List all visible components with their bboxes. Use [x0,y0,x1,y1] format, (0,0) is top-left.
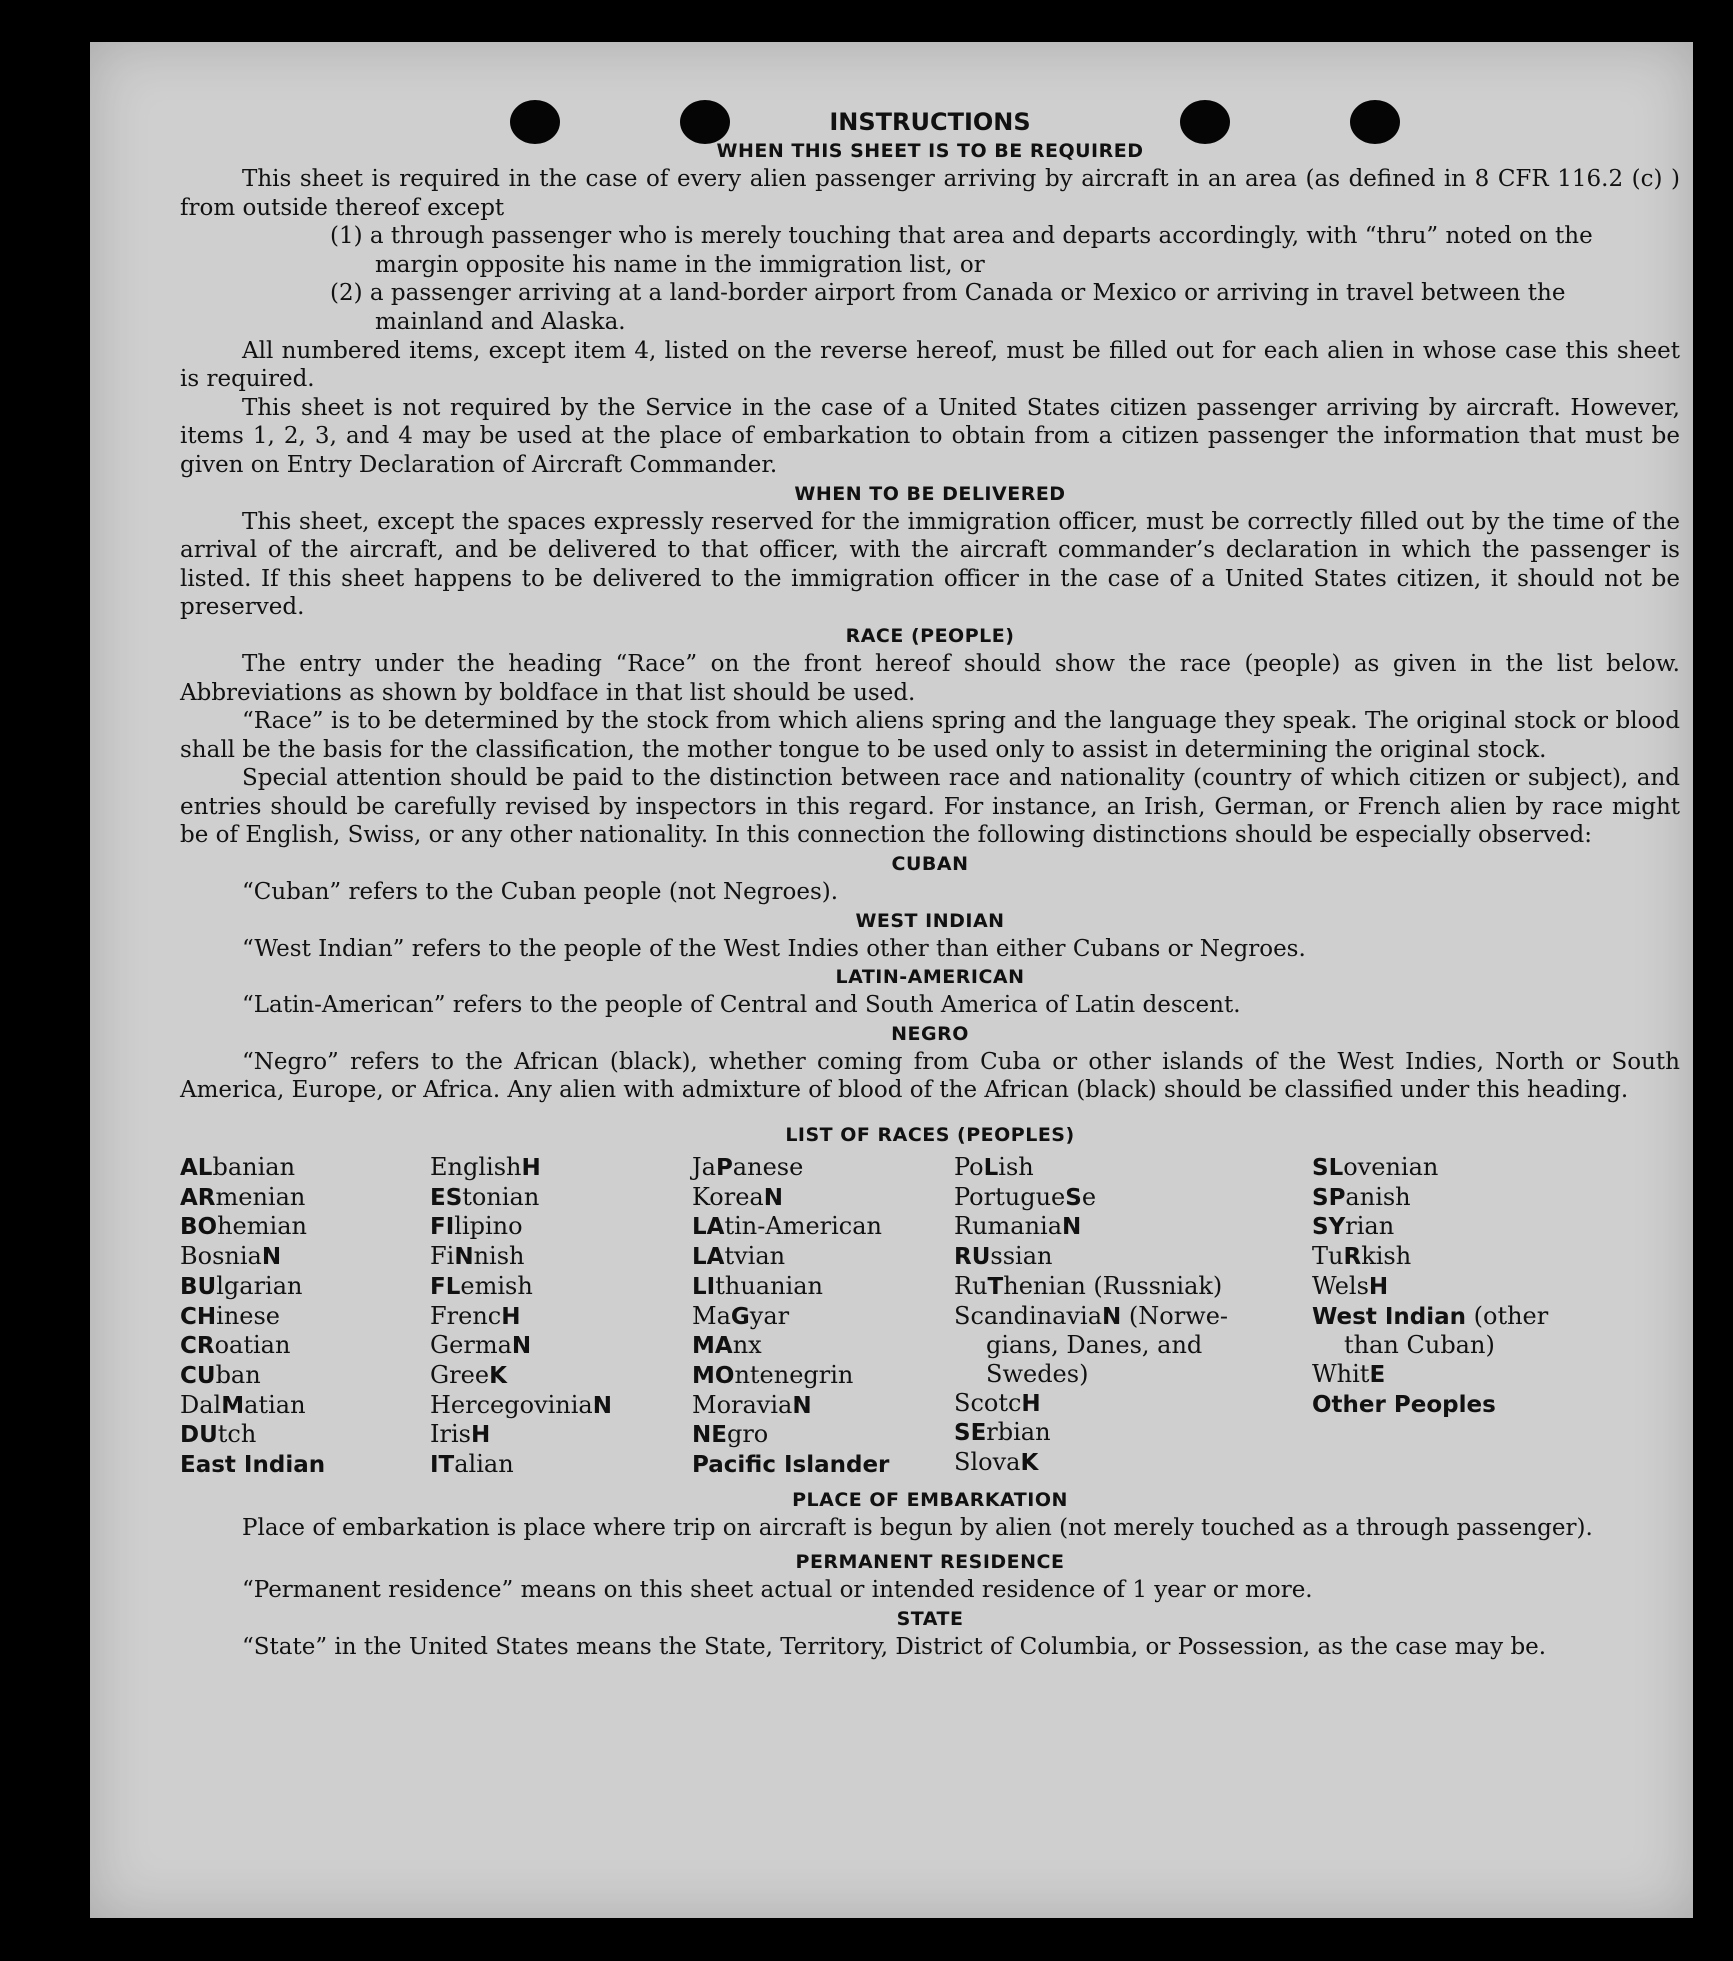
race-abbreviation: S [1065,1184,1082,1211]
race-abbreviation: H [470,1422,491,1449]
paragraph-west-indian: “West Indian” refers to the people of the West Indies other than either Cubans or Negroes. [242,935,1306,962]
race-text: ban [215,1360,261,1389]
race-text: lgarian [216,1271,303,1300]
race-text: Po [954,1153,984,1182]
paragraph-numbered-items: All numbered items, except item 4, listed on the reverse hereof, must be filled out for each alien in whose case this sheet is required. [180,337,1680,393]
race-entry [430,1212,692,1242]
paragraph-negro: “Negro” refers to the African (black), whether coming from Cuba or other islands of the West Indies, North or South America, Europe, or Africa. Any alien with admixture of blood of the African (black) should be classified under this heading. [180,1048,1680,1104]
race-entry [954,1242,1312,1272]
section-heading-embarkation: PLACE OF EMBARKATION [792,1488,1068,1511]
race-entry [180,1272,430,1302]
race-text: inese [216,1301,280,1330]
page-title: INSTRUCTIONS [829,108,1031,136]
race-abbreviation: NE [692,1422,727,1449]
race-text: emish [460,1271,533,1300]
race-entry [180,1361,430,1391]
race-entry [692,1331,954,1361]
race-entry [692,1391,954,1421]
race-entry [954,1272,1312,1302]
race-entry [954,1448,1312,1478]
race-text: Whit [1312,1359,1370,1388]
race-text: oatian [214,1331,291,1360]
race-abbreviation: N [454,1244,474,1271]
race-text: Germa [430,1331,512,1360]
paragraph-state: “State” in the United States means the State, Territory, District of Columbia, or Possession, as the case may be. [242,1633,1547,1660]
race-text: Rumania [954,1212,1063,1241]
race-entry [180,1212,430,1242]
instructions-content [180,107,1680,1662]
race-text: ntenegrin [734,1360,854,1389]
exception-item-2: (2) a passenger arriving at a land-border airport from Canada or Mexico or arriving in travel between the mainland and Alaska. [330,280,1566,335]
races-column [180,1153,430,1480]
race-text: rbian [986,1418,1051,1447]
race-entry [692,1242,954,1272]
race-text: alian [454,1450,514,1479]
race-entry [430,1361,692,1391]
race-text: nish [473,1242,525,1271]
race-entry [180,1331,430,1361]
race-entry [180,1391,430,1421]
race-text: Korea [692,1182,764,1211]
race-abbreviation: SY [1312,1214,1346,1241]
race-abbreviation: DU [180,1422,218,1449]
race-abbreviation: LA [692,1244,725,1271]
section-heading-latin-american: LATIN-AMERICAN [835,966,1025,989]
race-text: Ru [954,1271,988,1300]
race-abbreviation: L [983,1155,999,1182]
race-text: Tu [1312,1242,1344,1271]
race-abbreviation: FL [430,1273,461,1300]
exception-item-1: (1) a through passenger who is merely touching that area and departs accordingly, with “thru” noted on the margin opposite his name in the immigration list, or [330,223,1593,278]
race-entry [954,1418,1312,1448]
race-text: yar [749,1301,790,1330]
race-abbreviation: M [221,1392,245,1419]
race-abbreviation: N [1102,1303,1122,1330]
section-heading-race: RACE (PEOPLE) [845,624,1015,647]
race-text: thuanian [715,1271,823,1300]
race-entry [430,1302,692,1332]
race-text: Bosnia [180,1242,262,1271]
race-abbreviation: T [987,1273,1004,1300]
section-heading-list-of-races: LIST OF RACES (PEOPLES) [785,1124,1075,1147]
race-abbreviation: N [1062,1214,1082,1241]
race-abbreviation: SP [1312,1184,1346,1211]
race-abbreviation: N [763,1184,783,1211]
race-abbreviation: N [792,1392,812,1419]
section-heading-state: STATE [896,1607,964,1630]
race-text: Scandinavia [954,1301,1102,1330]
races-column [1312,1153,1577,1480]
races-column [430,1153,692,1480]
race-abbreviation: G [730,1303,750,1330]
race-entry [430,1272,692,1302]
race-text: ssian [990,1242,1053,1271]
race-abbreviation: West Indian [1312,1303,1467,1330]
race-entry [1312,1302,1577,1332]
race-abbreviation: P [715,1155,733,1182]
race-text: rian [1345,1212,1395,1241]
race-abbreviation: RU [954,1244,991,1271]
race-entry [430,1183,692,1213]
race-abbreviation: K [489,1362,507,1389]
race-abbreviation: LI [692,1273,716,1300]
race-entry [180,1242,430,1272]
section-heading-cuban: CUBAN [891,853,969,876]
race-abbreviation: N [261,1244,282,1271]
race-entry [692,1153,954,1183]
race-entry [180,1183,430,1213]
paragraph-latin-american: “Latin-American” refers to the people of Central and South America of Latin descent. [242,992,1241,1019]
race-text: Gree [430,1360,490,1389]
race-abbreviation: H [501,1303,521,1330]
race-text: tvian [724,1242,786,1271]
race-entry [1312,1242,1577,1272]
race-entry [954,1360,1312,1389]
race-abbreviation: CR [180,1333,215,1360]
race-entry [692,1272,954,1302]
race-text: Frenc [430,1301,502,1330]
race-entry [1312,1360,1577,1390]
race-text: menian [215,1182,306,1211]
race-abbreviation: H [1021,1390,1041,1417]
race-abbreviation: LA [692,1214,725,1241]
race-text: English [430,1153,522,1182]
race-entry [430,1450,692,1480]
race-abbreviation: BO [180,1214,218,1241]
race-text: henian (Russniak) [1003,1271,1223,1300]
race-abbreviation: Pacific Islander [692,1452,890,1479]
race-text: kish [1361,1242,1412,1271]
section-heading-negro: NEGRO [891,1022,969,1045]
paragraph-delivery: This sheet, except the spaces expressly reserved for the immigration officer, must be correctly filled out by the time of the arrival of the aircraft, and be delivered to that officer, with the aircraft commander’s declaration in which the passenger is listed. If this sheet happens to be delivered to the immigration officer in the case of a United States citizen, it should not be preserved. [180,508,1680,621]
paragraph-race-distinction: Special attention should be paid to the distinction between race and nationality (country of which citizen or subject), and entries should be carefully revised by inspectors in this regard. For instance, an Irish, German, or French alien by race might be of English, Swiss, or any other nationality. In this connection the following distinctions should be especially observed: [180,765,1680,849]
race-abbreviation: FI [430,1214,455,1241]
race-entry [1312,1153,1577,1183]
race-text: ovenian [1343,1153,1439,1182]
document-page [90,42,1693,1918]
race-entry [692,1450,954,1480]
paragraph-required: This sheet is required in the case of every alien passenger arriving by aircraft in an area (as defined in 8 CFR 116.2 (c) ) from outside thereof except [180,166,1680,221]
race-text: gro [726,1420,769,1449]
race-text: gians, Danes, and [986,1331,1203,1360]
race-abbreviation: Other Peoples [1312,1391,1496,1418]
race-abbreviation: SE [954,1420,987,1447]
race-abbreviation: H [1368,1273,1389,1300]
race-abbreviation: MA [692,1333,733,1360]
race-text: atian [244,1390,306,1419]
race-text: tonian [462,1182,540,1211]
race-entry [430,1391,692,1421]
race-entry [692,1302,954,1332]
race-abbreviation: IT [430,1452,455,1479]
race-abbreviation: AR [180,1184,216,1211]
race-entry [692,1420,954,1450]
race-abbreviation: CH [180,1303,217,1330]
race-text: banian [212,1153,296,1182]
race-entry [954,1183,1312,1213]
race-entry [180,1420,430,1450]
race-entry [1312,1183,1577,1213]
race-text: Iris [430,1420,471,1449]
race-abbreviation: N [511,1333,532,1360]
section-heading-when-required: WHEN THIS SHEET IS TO BE REQUIRED [716,140,1144,162]
race-entry [430,1331,692,1361]
races-column [954,1153,1312,1480]
race-text: Scotc [954,1388,1022,1417]
race-abbreviation: SL [1312,1155,1344,1182]
race-text: than Cuban) [1344,1331,1495,1360]
race-abbreviation: CU [180,1362,216,1389]
race-text: tch [217,1420,257,1449]
section-heading-permanent-residence: PERMANENT RESIDENCE [795,1551,1065,1574]
race-text: ish [998,1153,1034,1182]
race-abbreviation: East Indian [180,1452,326,1479]
race-entry [180,1450,430,1480]
race-entry [430,1420,692,1450]
race-text: Hercegovinia [430,1390,593,1419]
race-entry [1312,1212,1577,1242]
race-text: Moravia [692,1390,793,1419]
race-abbreviation: AL [180,1155,213,1182]
paragraph-embarkation: Place of embarkation is place where trip on aircraft is begun by alien (not merely touched as a through passenger). [242,1514,1593,1541]
race-entry [1312,1331,1577,1360]
races-column [692,1153,954,1480]
race-text: (Norwe- [1121,1301,1229,1330]
race-entry [180,1302,430,1332]
paragraph-permanent-residence: “Permanent residence” means on this sheet actual or intended residence of 1 year or more. [242,1577,1313,1604]
race-abbreviation: ES [430,1184,463,1211]
races-list [180,1153,1680,1480]
race-text: Swedes) [986,1359,1089,1388]
race-text: (other [1466,1301,1549,1330]
race-text: hemian [217,1212,307,1241]
section-heading-when-delivered: WHEN TO BE DELIVERED [794,482,1066,505]
race-entry [954,1212,1312,1242]
race-text: Dal [180,1390,222,1419]
race-entry [180,1153,430,1183]
race-abbreviation: K [1020,1450,1039,1477]
paragraph-citizen: This sheet is not required by the Service in the case of a United States citizen passenger arriving by aircraft. However, items 1, 2, 3, and 4 may be used at the place of embarkation to obtain from a citizen passenger the information that must be given on Entry Declaration of Aircraft Commander. [180,394,1680,478]
race-abbreviation: E [1369,1361,1386,1388]
race-entry [430,1242,692,1272]
paragraph-race-entry: The entry under the heading “Race” on the front hereof should show the race (people) as given in the list below. Abbreviations as shown by boldface in that list should be used. [180,650,1680,706]
race-entry [1312,1390,1577,1420]
race-text: anish [1345,1182,1411,1211]
race-text: Fi [430,1242,455,1271]
race-text: anese [732,1153,804,1182]
race-entry [954,1302,1312,1332]
race-text: Ma [692,1301,731,1330]
race-entry [692,1212,954,1242]
race-abbreviation: N [592,1392,612,1419]
race-text: nx [732,1331,762,1360]
section-heading-west-indian: WEST INDIAN [855,909,1005,932]
race-entry [954,1389,1312,1419]
race-entry [430,1153,692,1183]
race-text: tin-American [724,1212,883,1241]
paragraph-cuban: “Cuban” refers to the Cuban people (not Negroes). [242,879,839,906]
paragraph-race-definition: “Race” is to be determined by the stock from which aliens spring and the language they speak. The original stock or blood shall be the basis for the classification, the mother tongue to be used only to assist in determining the original stock. [180,708,1680,763]
race-text: Portugue [954,1182,1066,1211]
race-text: Slova [954,1448,1021,1477]
race-entry [692,1183,954,1213]
race-text: e [1081,1182,1097,1211]
race-entry [692,1361,954,1391]
race-text: Wels [1312,1271,1369,1300]
race-entry [954,1331,1312,1360]
race-abbreviation: H [521,1155,541,1182]
race-abbreviation: BU [180,1273,217,1300]
race-abbreviation: R [1343,1244,1362,1271]
race-abbreviation: MO [692,1362,735,1389]
race-entry [1312,1272,1577,1302]
race-text: Ja [692,1153,716,1182]
race-entry [954,1153,1312,1183]
race-text: lipino [454,1212,523,1241]
